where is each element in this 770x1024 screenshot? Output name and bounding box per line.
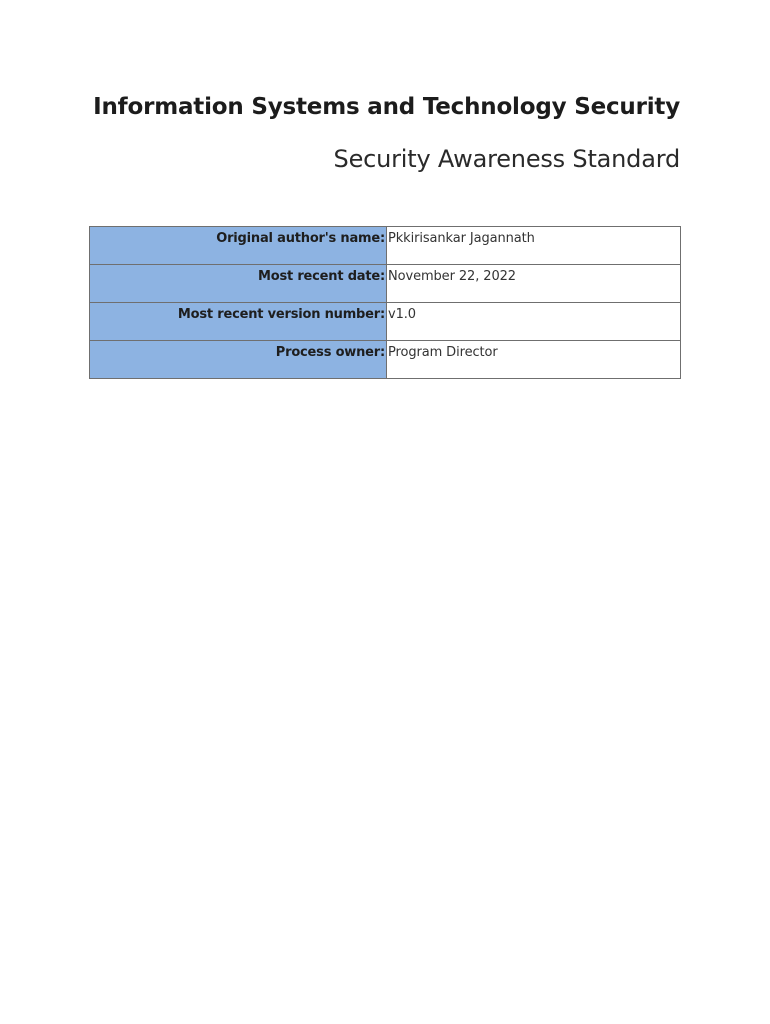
process-owner-value: Program Director [387,341,681,379]
author-label: Original author's name: [90,227,387,265]
date-label: Most recent date: [90,265,387,303]
table-row [90,265,681,303]
version-label: Most recent version number: [90,303,387,341]
table-row [90,303,681,341]
document-subtitle: Security Awareness Standard [333,145,680,173]
author-value: Pkkirisankar Jagannath [387,227,681,265]
metadata-table [89,226,681,379]
table-row [90,227,681,265]
process-owner-label: Process owner: [90,341,387,379]
document-title: Information Systems and Technology Security [93,94,680,120]
table-row [90,341,681,379]
version-value: v1.0 [387,303,681,341]
date-value: November 22, 2022 [387,265,681,303]
